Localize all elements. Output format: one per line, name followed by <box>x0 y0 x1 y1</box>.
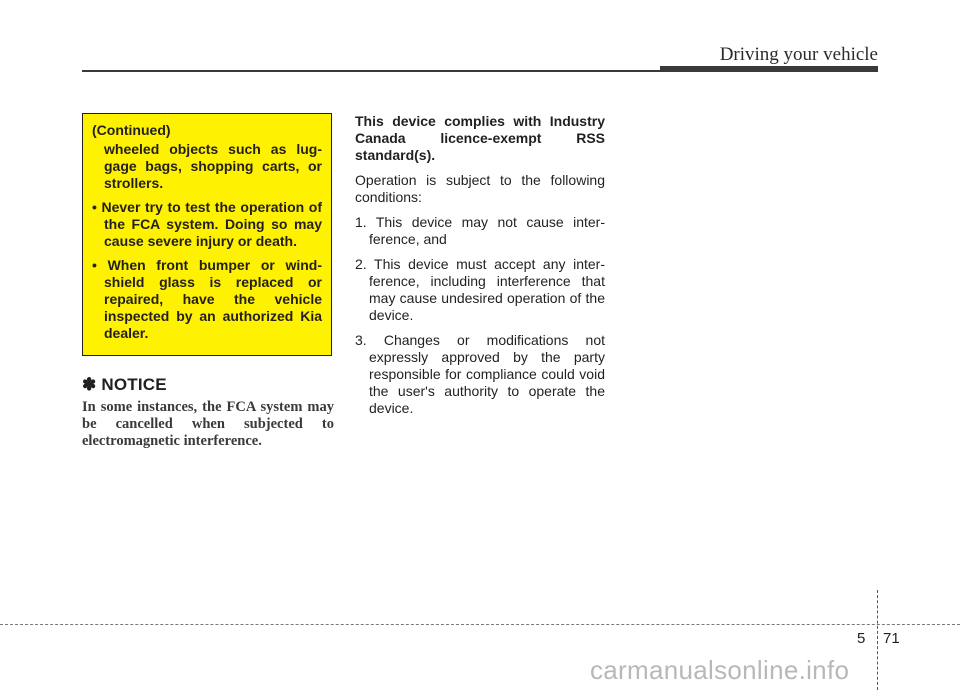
continued-label: (Continued) <box>92 122 171 138</box>
compliance-intro: Operation is subject to the following conditions: <box>355 172 605 205</box>
page-separator <box>877 590 878 690</box>
compliance-item: 3. Changes or modifications not expressly approved by the party responsible for compliance could void the user's authority to operate the device. <box>355 332 605 416</box>
compliance-column <box>355 113 605 417</box>
notice-text: In some instances, the FCA system may be cancelled when subjected to electromagnetic interference. <box>82 399 334 449</box>
compliance-item: 2. This device must accept any inter-ference, including interference that may cause undesired operation of the device. <box>355 256 605 323</box>
warning-bullet-text: When front bumper or wind-shield glass is replaced or repaired, have the vehicle inspected by an authorized Kia dealer. <box>104 257 323 341</box>
warning-box <box>82 113 332 356</box>
footer-rule <box>0 624 960 625</box>
page-number: 71 <box>883 630 900 647</box>
notice-title: ✽ NOTICE <box>82 375 167 394</box>
warning-bullet-text: Never try to test the operation of the FCA system. Doing so may cause severe injury or death. <box>101 199 322 249</box>
warning-bullet: • When front bumper or wind-shield glass is replaced or repaired, have the vehicle inspected by an authorized Kia dealer. <box>92 257 323 341</box>
header-rule-thin <box>82 70 662 72</box>
compliance-heading: This device complies with Industry Canada licence-exempt RSS standard(s). <box>355 113 605 163</box>
header-rule-thick <box>660 66 878 72</box>
page-header-title: Driving your vehicle <box>719 44 878 65</box>
warning-bullet: • Never try to test the operation of the FCA system. Doing so may cause severe injury or death. <box>92 199 322 249</box>
section-number: 5 <box>857 630 866 647</box>
compliance-item: 1. This device may not cause inter-ference, and <box>355 214 605 247</box>
warning-lead-text: wheeled objects such as lug-gage bags, shopping carts, or strollers. <box>104 141 322 191</box>
watermark: carmanualsonline.info <box>590 655 850 685</box>
